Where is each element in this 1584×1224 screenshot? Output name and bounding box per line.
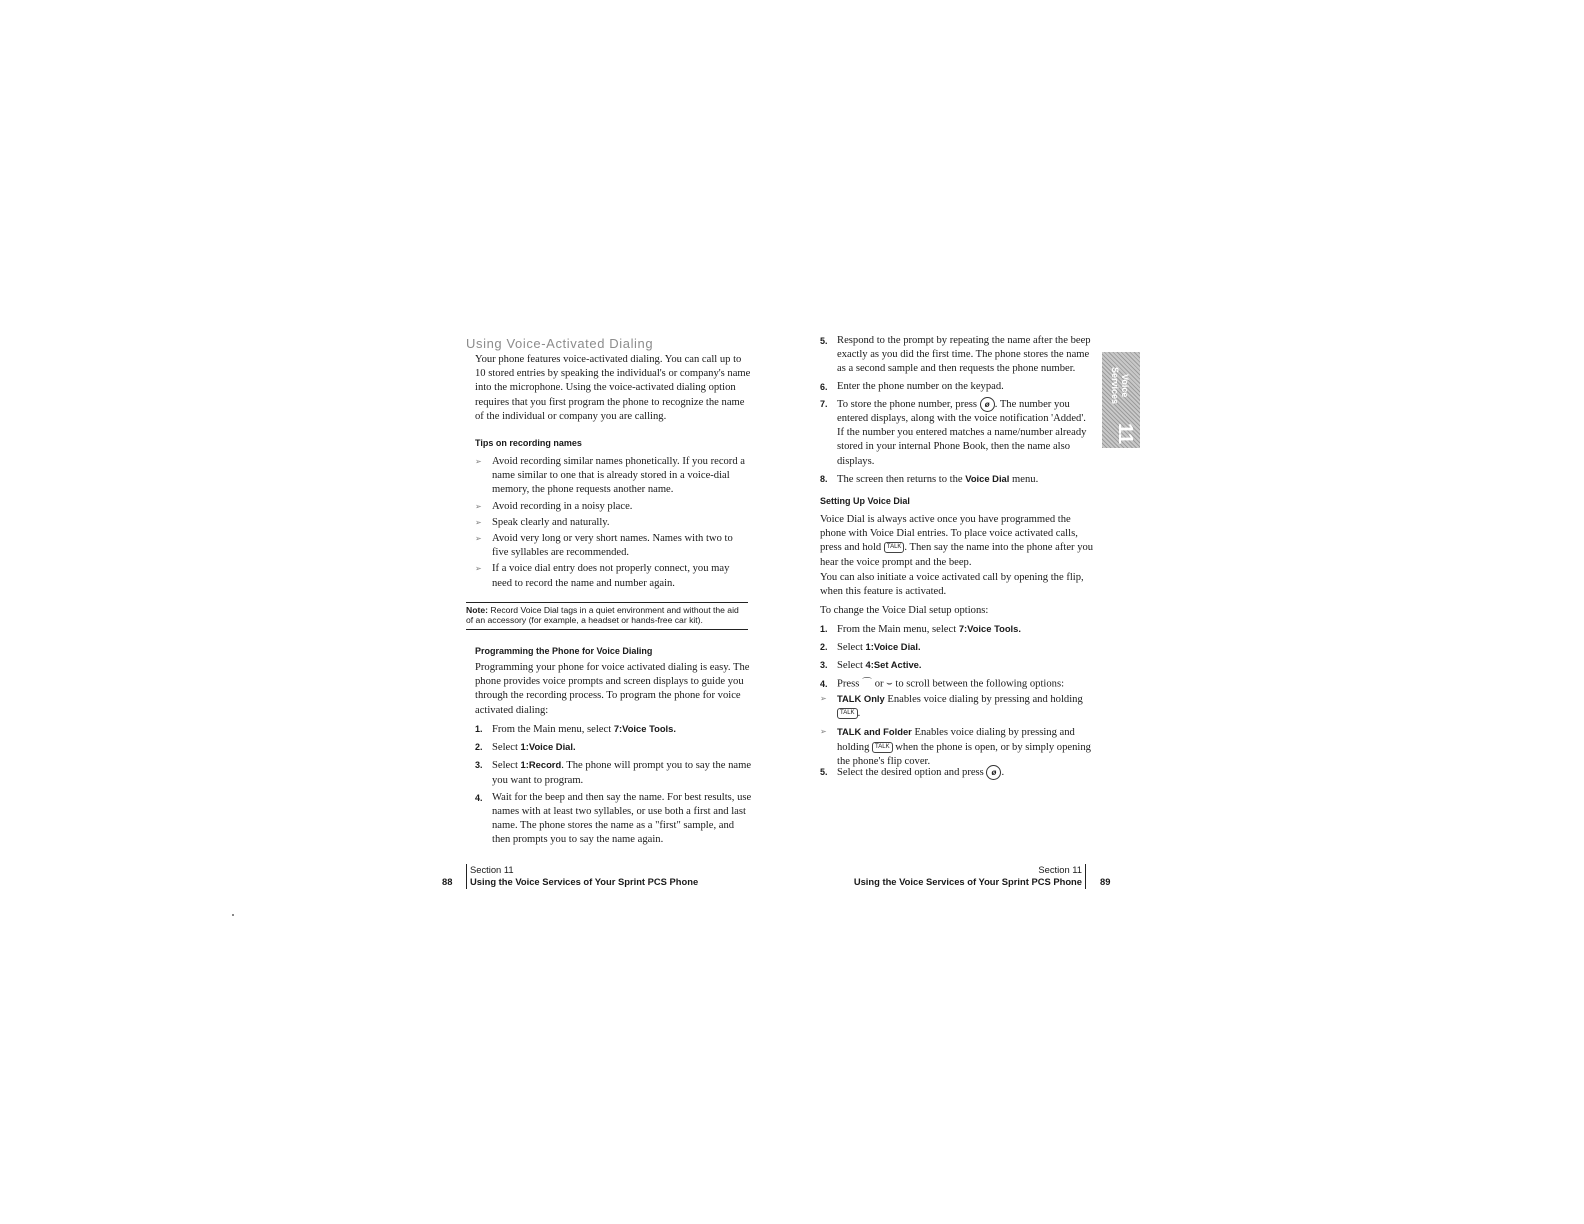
setup-paragraph-2: You can also initiate a voice activated call by opening the flip, when this feature is activated.: [820, 572, 1084, 598]
programming-heading: Programming the Phone for Voice Dialing: [475, 646, 653, 656]
footer-title: Using the Voice Services of Your Sprint PCS Phone: [470, 876, 699, 888]
list-item: ➢ Speak clearly and naturally.: [475, 516, 751, 530]
page-number-left: 88: [442, 876, 453, 887]
footer-section: Section 11: [1038, 864, 1082, 875]
note-box: [466, 602, 748, 630]
footer-title: Using the Voice Services of Your Sprint PCS Phone: [853, 876, 1082, 888]
list-item: 4. Wait for the beep and then say the name. For best results, use names with at least two syllables, or use both a first and last name. The phone stores the name as a "first" sample, and then prompts you to say the name again.: [475, 791, 752, 846]
talk-key-icon: TALK: [837, 708, 858, 719]
side-tab-number: 11: [1114, 422, 1136, 444]
intro-paragraph: Your phone features voice-activated dialing. You can call up to 10 stored entries by speaking the individual's or company's name into the microphone. Using the voice-activated dialing option requires that you first program the phone to recognize the name of the individual or company you are calling.: [475, 354, 751, 422]
setup-options-list: [820, 692, 1096, 771]
programming-intro: Programming your phone for voice activated dialing is easy. The phone provides voice prompts and screen displays to guide you through the recording process. To program the phone for voice activated dialing:: [475, 662, 750, 716]
list-item: ➢ Avoid recording similar names phonetically. If you record a name similar to one that is already stored in a voice-dial memory, the phone requests another name.: [475, 456, 745, 496]
menu-ok-key-icon: ø: [980, 397, 995, 412]
list-item: 5. Respond to the prompt by repeating the name after the beep exactly as you did the first time. The phone stores the name as a second sample and then requests the phone number.: [820, 335, 1091, 375]
list-item: ➢ TALK and Folder Enables voice dialing by pressing and holding TALK when the phone is open, or by simply opening the phone's flip cover.: [820, 726, 1091, 767]
note-text: Record Voice Dial tags in a quiet environment and without the aid of an accessory (for example, a headset or hands-free car kit).: [466, 605, 739, 626]
setup-steps: [820, 622, 1096, 694]
tips-list: [475, 455, 751, 593]
arrow-bullet-icon: ➢: [820, 694, 827, 703]
tips-heading: Tips on recording names: [475, 438, 582, 448]
setup-paragraph-3: To change the Voice Dial setup options:: [820, 605, 989, 616]
list-item: 8. The screen then returns to the Voice Dial menu.: [820, 472, 1039, 485]
arrow-bullet-icon: ➢: [475, 517, 482, 527]
menu-ok-key-icon: ø: [986, 765, 1001, 780]
talk-key-icon: TALK: [872, 742, 893, 753]
list-item: ➢ TALK Only Enables voice dialing by pressing and holding TALK .: [820, 693, 1083, 720]
list-item: ➢ If a voice dial entry does not properly connect, you may need to record the name and number again.: [475, 563, 730, 589]
nav-up-key-icon: ⌒: [862, 677, 873, 689]
list-item: 5. Select the desired option and press ø .: [820, 765, 1096, 780]
arrow-bullet-icon: ➢: [475, 564, 482, 574]
list-item: 4. Press ⌒ or ⌣ to scroll between the following options:: [820, 677, 1065, 690]
footer-section: Section 11: [470, 864, 514, 875]
list-item: 6. Enter the phone number on the keypad.: [820, 380, 1004, 392]
footer-right: [854, 864, 1086, 889]
section-side-tab: [1102, 352, 1140, 448]
list-item: 3. Select 4:Set Active.: [820, 659, 922, 672]
list-item: 1. From the Main menu, select 7:Voice Tools.: [475, 723, 676, 735]
list-item: ➢ Avoid very long or very short names. Names with two to five syllables are recommended.: [475, 533, 733, 559]
setup-paragraph-1: Voice Dial is always active once you have programmed the phone with Voice Dial entries. To place voice activated calls, press and hold TALK . Then say the name into the phone after you hear the voice prompt and the beep.: [820, 514, 1094, 568]
arrow-bullet-icon: ➢: [475, 457, 482, 466]
list-item: 3. Select 1:Record. The phone will prompt you to say the name you want to program.: [475, 759, 752, 786]
setup-heading: Setting Up Voice Dial: [820, 496, 910, 506]
arrow-bullet-icon: ➢: [820, 727, 827, 737]
note-label: Note:: [466, 605, 488, 615]
programming-steps: [475, 722, 753, 851]
list-item: 7. To store the phone number, press ø . The number you entered displays, along with the voice notification 'Added'. If the number you entered matches a name/number already stored in your internal Phone Book, then the name also displays.: [820, 398, 1087, 467]
setup-steps-final: [820, 765, 1096, 783]
side-tab-label: Voice Services: [1110, 367, 1130, 405]
page-number-right: 89: [1100, 876, 1111, 887]
scan-speck: [232, 914, 234, 916]
list-item: 1. From the Main menu, select 7:Voice Tools.: [820, 623, 1021, 635]
list-item: 2. Select 1:Voice Dial.: [820, 641, 921, 654]
section-heading: Using Voice-Activated Dialing: [466, 336, 654, 351]
list-item: ➢ Avoid recording in a noisy place.: [475, 500, 751, 514]
programming-steps-continued: [820, 334, 1092, 490]
arrow-bullet-icon: ➢: [475, 534, 482, 544]
arrow-bullet-icon: ➢: [475, 501, 482, 511]
footer-left: [466, 864, 698, 889]
nav-down-key-icon: ⌣: [886, 677, 893, 689]
list-item: 2. Select 1:Voice Dial.: [475, 741, 576, 754]
talk-key-icon: TALK: [884, 542, 905, 553]
